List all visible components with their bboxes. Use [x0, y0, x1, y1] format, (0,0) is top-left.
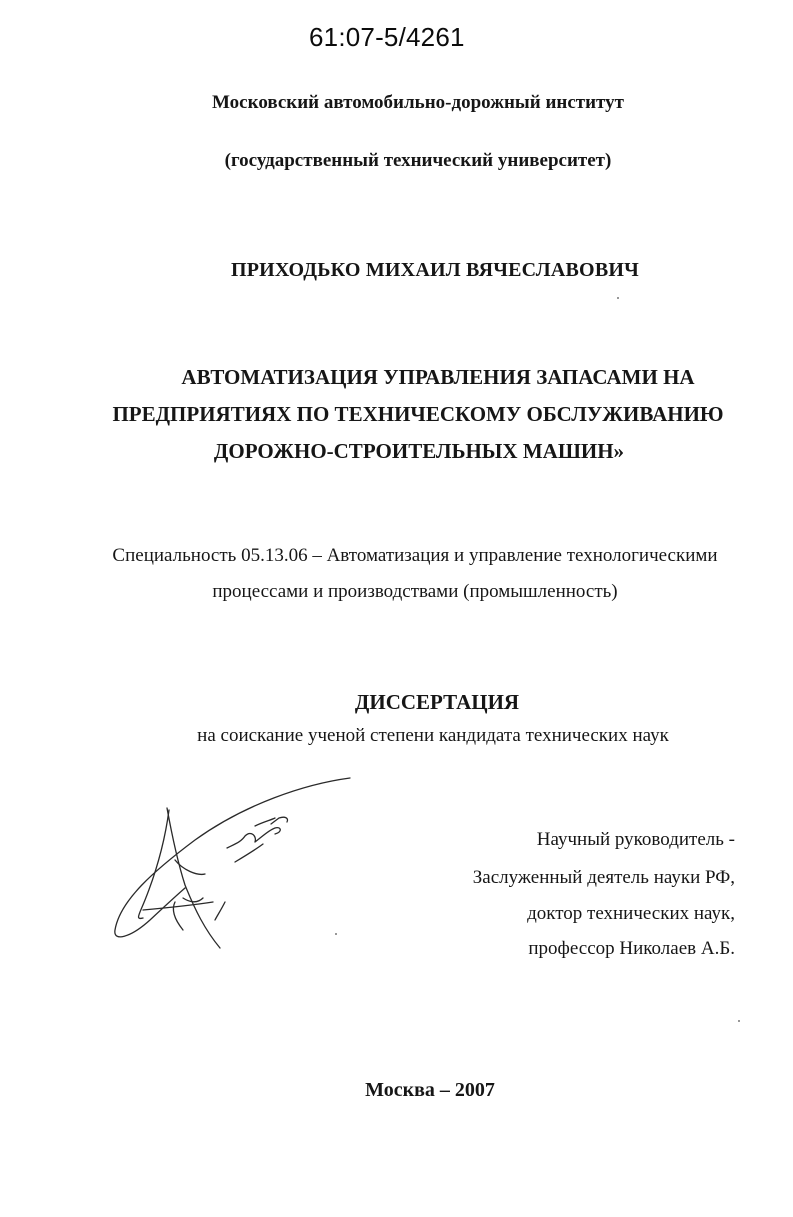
specialty-line-2: процессами и производствами (промышленность) — [212, 581, 618, 602]
scan-speck — [617, 297, 619, 299]
supervisor-line-1: Научный руководитель - — [536, 829, 735, 850]
title-line-2: ПРЕДПРИЯТИЯХ ПО ТЕХНИЧЕСКОМУ ОБСЛУЖИВАНИЮ — [112, 402, 724, 426]
institution-subtitle: (государственный технический университет) — [224, 150, 612, 171]
supervisor-line-4: профессор Николаев А.Б. — [528, 938, 735, 959]
supervisor-line-2: Заслуженный деятель науки РФ, — [472, 867, 735, 888]
specialty-line-1: Специальность 05.13.06 – Автоматизация и управление технологическими — [112, 545, 718, 566]
scan-speck — [335, 933, 337, 935]
supervisor-line-3: доктор технических наук, — [527, 903, 735, 924]
title-line-1: АВТОМАТИЗАЦИЯ УПРАВЛЕНИЯ ЗАПАСАМИ НА — [181, 365, 695, 389]
scan-speck — [738, 1020, 740, 1022]
title-line-3: ДОРОЖНО-СТРОИТЕЛЬНЫХ МАШИН» — [213, 439, 625, 463]
handwritten-signature — [105, 770, 365, 960]
document-type: ДИССЕРТАЦИЯ — [354, 690, 520, 714]
city-year: Москва – 2007 — [365, 1079, 495, 1101]
institution-name: Московский автомобильно-дорожный институт — [212, 92, 624, 113]
catalog-number-stamp: 61:07-5/4261 — [309, 22, 465, 52]
author-name: ПРИХОДЬКО МИХАИЛ ВЯЧЕСЛАВОВИЧ — [230, 259, 639, 281]
degree-statement: на соискание ученой степени кандидата технических наук — [197, 725, 669, 746]
